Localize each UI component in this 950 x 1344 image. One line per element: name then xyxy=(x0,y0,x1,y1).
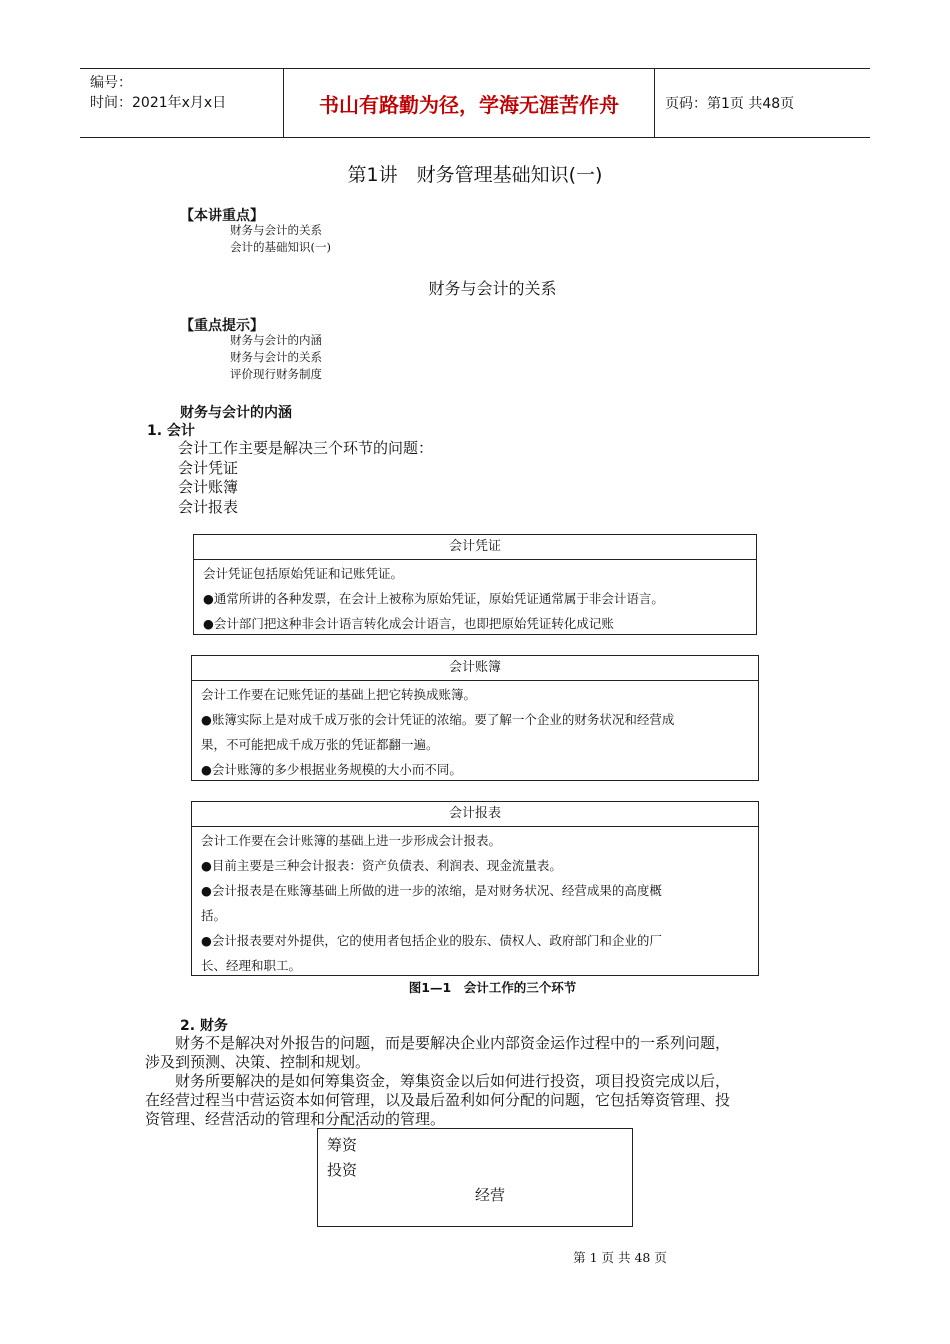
finance-paragraph-1 xyxy=(145,1034,785,1072)
voucher-box-body xyxy=(194,560,756,636)
finance-line: 资管理、经营活动的管理和分配活动的管理。 xyxy=(145,1110,446,1128)
hint-item: 评价现行财务制度 xyxy=(230,367,322,381)
hint-item: 财务与会计的内涵 xyxy=(230,333,322,347)
section-title: 财务与会计的关系 xyxy=(428,279,557,298)
page-header xyxy=(80,68,870,138)
key-point-item: 财务与会计的关系 xyxy=(230,223,322,237)
report-box-body xyxy=(192,827,758,978)
accounting-line: 会计报表 xyxy=(178,497,239,516)
report-box-title: 会计报表 xyxy=(192,802,758,827)
ledger-box-body xyxy=(192,681,758,782)
key-points-list xyxy=(230,222,331,256)
finance-paragraph-2 xyxy=(145,1072,785,1129)
finance-diagram xyxy=(317,1128,633,1227)
voucher-box-title: 会计凭证 xyxy=(194,535,756,560)
report-box xyxy=(191,801,759,976)
header-meta xyxy=(80,69,283,137)
document-number-label: 编号： xyxy=(90,75,132,91)
subsection-heading: 财务与会计的内涵 xyxy=(180,405,292,421)
box-line: 会计工作要在会计账簿的基础上进一步形成会计报表。 xyxy=(201,833,502,848)
finance-line: 财务不是解决对外报告的问题，而是要解决企业内部资金运作过程中的一系列问题， xyxy=(145,1034,731,1052)
finance-heading: 2. 财务 xyxy=(180,1018,228,1034)
box-line: 会计凭证包括原始凭证和记账凭证。 xyxy=(203,566,404,581)
voucher-box xyxy=(193,534,757,635)
box-line: ●会计部门把这种非会计语言转化成会计语言，也即把原始凭证转化成记账 xyxy=(203,616,614,631)
finance-line: 财务所要解决的是如何筹集资金，筹集资金以后如何进行投资，项目投资完成以后， xyxy=(145,1072,731,1090)
finance-line: 涉及到预测、决策、控制和规划。 xyxy=(145,1053,371,1071)
diagram-item-operation: 经营 xyxy=(475,1186,506,1204)
box-line: ●会计账簿的多少根据业务规模的大小而不同。 xyxy=(201,762,462,777)
page-footer: 第 1 页 共 48 页 xyxy=(573,1250,667,1265)
accounting-line: 会计工作主要是解决三个环节的问题： xyxy=(178,439,434,457)
diagram-item-fundraising: 筹资 xyxy=(327,1136,358,1154)
box-line: 会计工作要在记账凭证的基础上把它转换成账簿。 xyxy=(201,687,477,702)
box-line: ●通常所讲的各种发票，在会计上被称为原始凭证，原始凭证通常属于非会计语言。 xyxy=(203,591,664,606)
key-points-label: 【本讲重点】 xyxy=(180,208,264,224)
figure-caption: 图1—1 会计工作的三个环节 xyxy=(408,980,577,995)
box-line: ●账簿实际上是对成千成万张的会计凭证的浓缩。要了解一个企业的财务状况和经营成 xyxy=(201,712,675,727)
hint-item: 财务与会计的关系 xyxy=(230,350,322,364)
header-motto: 书山有路勤为径，学海无涯苦作舟 xyxy=(283,69,655,137)
box-line: ●会计报表是在账簿基础上所做的进一步的浓缩，是对财务状况、经营成果的高度概 xyxy=(201,883,662,898)
accounting-heading: 1. 会计 xyxy=(147,423,195,439)
box-line: ●会计报表要对外提供，它的使用者包括企业的股东、债权人、政府部门和企业的厂 xyxy=(201,933,662,948)
accounting-line: 会计账簿 xyxy=(178,478,239,496)
hints-label: 【重点提示】 xyxy=(180,318,264,334)
diagram-item-investment: 投资 xyxy=(327,1161,358,1179)
ledger-box xyxy=(191,655,759,781)
ledger-box-title: 会计账簿 xyxy=(192,656,758,681)
box-line: 长、经理和职工。 xyxy=(201,958,302,973)
lecture-title: 第1讲 财务管理基础知识(一) xyxy=(347,164,603,186)
box-line: ●目前主要是三种会计报表：资产负债表、利润表、现金流量表。 xyxy=(201,858,562,873)
hints-list xyxy=(230,332,322,383)
accounting-lines xyxy=(178,439,433,517)
header-page-info: 页码：第1页 共48页 xyxy=(665,96,795,112)
box-line: 果，不可能把成千成万张的凭证都翻一遍。 xyxy=(201,737,439,752)
box-line: 括。 xyxy=(201,908,227,923)
key-point-item: 会计的基础知识(一) xyxy=(230,240,331,254)
finance-line: 在经营过程当中营运资本如何管理，以及最后盈利如何分配的问题，它包括筹资管理、投 xyxy=(145,1091,731,1109)
accounting-line: 会计凭证 xyxy=(178,458,239,477)
document-time-label: 时间：2021年x月x日 xyxy=(90,95,227,111)
